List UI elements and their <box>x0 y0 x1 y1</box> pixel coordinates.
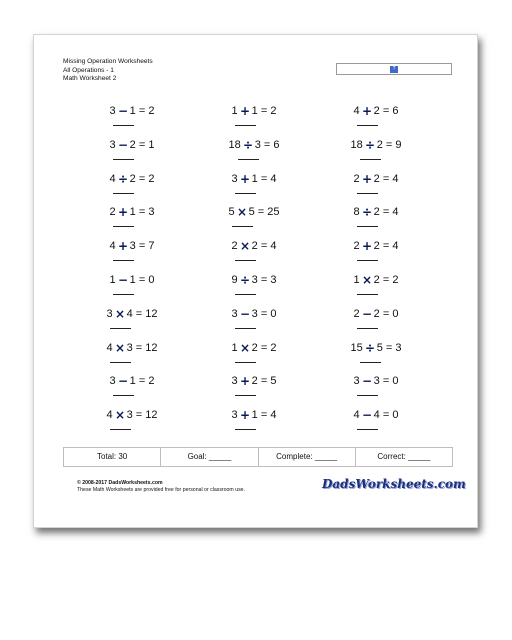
first-operand: 2 <box>353 307 360 320</box>
problem-equation <box>209 342 299 355</box>
equation-rest: 5 = 3 <box>376 341 402 354</box>
answer-line[interactable] <box>238 159 259 160</box>
missing-operator: − <box>361 408 373 423</box>
answer-line[interactable] <box>113 260 134 261</box>
problem-item <box>209 206 299 232</box>
problem-equation <box>87 308 177 321</box>
missing-operator: × <box>361 273 373 287</box>
problem-equation <box>209 105 299 118</box>
missing-operator: × <box>239 340 251 355</box>
equation-rest: 2 = 1 <box>129 138 155 151</box>
missing-operator: + <box>361 239 373 254</box>
equation-rest: 1 = 3 <box>129 206 155 219</box>
missing-operator: ÷ <box>364 340 376 355</box>
qr-icon[interactable]: ? <box>390 66 398 73</box>
equation-rest: 3 = 12 <box>126 409 158 422</box>
first-operand: 3 <box>353 375 360 388</box>
first-operand: 1 <box>109 274 116 286</box>
problem-equation <box>331 105 421 118</box>
equation-rest: 4 = 12 <box>126 307 158 320</box>
answer-line[interactable] <box>235 395 256 396</box>
answer-line[interactable] <box>357 429 378 430</box>
problem-equation <box>331 375 421 388</box>
equation-rest: 2 = 4 <box>373 172 399 185</box>
problem-item <box>331 342 421 368</box>
answer-line[interactable] <box>235 125 256 126</box>
answer-line[interactable] <box>357 260 378 261</box>
first-operand: 4 <box>109 172 116 185</box>
first-operand: 8 <box>353 206 360 219</box>
missing-operator: × <box>114 340 126 355</box>
problem-item <box>331 139 421 165</box>
answer-line[interactable] <box>232 226 253 227</box>
equation-rest: 2 = 4 <box>251 240 277 253</box>
first-operand: 2 <box>231 240 238 253</box>
problem-equation <box>209 375 299 388</box>
problem-equation <box>209 274 299 287</box>
first-operand: 3 <box>231 172 238 185</box>
equation-rest: 2 = 5 <box>251 375 277 388</box>
problem-item <box>331 375 421 401</box>
first-operand: 3 <box>106 307 113 320</box>
problem-equation <box>331 409 421 422</box>
missing-operator: ÷ <box>361 205 373 220</box>
problem-item <box>331 409 421 435</box>
missing-operator: ÷ <box>242 137 254 152</box>
answer-line[interactable] <box>110 429 131 430</box>
problem-equation <box>209 139 299 152</box>
first-operand: 3 <box>109 138 116 151</box>
first-operand: 3 <box>231 409 238 422</box>
first-operand: 15 <box>350 341 363 354</box>
missing-operator: − <box>117 374 129 389</box>
first-operand: 2 <box>353 240 360 253</box>
first-operand: 3 <box>231 375 238 388</box>
equation-rest: 4 = 0 <box>373 409 399 422</box>
equation-rest: 2 = 2 <box>251 341 277 354</box>
problem-equation <box>209 206 299 219</box>
complete-cell: Complete: _____ <box>259 448 356 466</box>
problem-item <box>331 206 421 232</box>
problem-item <box>87 139 177 165</box>
answer-line[interactable] <box>357 395 378 396</box>
equation-rest: 2 = 2 <box>373 274 399 286</box>
equation-rest: 2 = 4 <box>373 240 399 253</box>
missing-operator: ÷ <box>117 171 129 186</box>
problem-equation <box>209 240 299 253</box>
missing-operator: + <box>361 171 373 186</box>
answer-line[interactable] <box>113 395 134 396</box>
total-cell: Total: 30 <box>64 448 161 466</box>
problem-equation <box>331 139 421 152</box>
problem-equation <box>209 308 299 321</box>
problem-item <box>209 375 299 401</box>
answer-line[interactable] <box>360 159 381 160</box>
missing-operator: × <box>236 205 248 220</box>
problem-equation <box>87 240 177 253</box>
worksheet-page <box>33 34 478 528</box>
equation-rest: 3 = 0 <box>373 375 399 388</box>
first-operand: 4 <box>109 240 116 253</box>
problem-item <box>87 105 177 131</box>
equation-rest: 2 = 2 <box>129 172 155 185</box>
equation-rest: 1 = 0 <box>129 274 155 286</box>
usage-line: These Math Worksheets are provided free for personal or classroom use. <box>77 487 245 493</box>
first-operand: 2 <box>353 172 360 185</box>
equation-rest: 2 = 9 <box>376 138 402 151</box>
missing-operator: + <box>239 104 251 118</box>
first-operand: 5 <box>228 206 235 219</box>
missing-operator: + <box>239 171 251 186</box>
missing-operator: − <box>361 306 373 321</box>
worksheet-number: Math Worksheet 2 <box>63 75 117 83</box>
problem-item <box>209 274 299 300</box>
first-operand: 4 <box>353 409 360 422</box>
worksheet-subtitle: All Operations - 1 <box>63 66 114 74</box>
score-bar <box>63 447 453 467</box>
answer-line[interactable] <box>113 294 134 295</box>
problem-equation <box>331 240 421 253</box>
problem-item <box>87 274 177 300</box>
equation-rest: 3 = 0 <box>251 307 277 320</box>
problem-item <box>209 308 299 334</box>
missing-operator: ÷ <box>239 273 251 287</box>
answer-line[interactable] <box>360 362 381 363</box>
problem-equation <box>209 409 299 422</box>
problem-item <box>209 105 299 131</box>
missing-operator: − <box>117 273 129 287</box>
problem-equation <box>331 342 421 355</box>
problem-item <box>87 409 177 435</box>
first-operand: 4 <box>106 409 113 422</box>
equation-rest: 3 = 12 <box>126 341 158 354</box>
problem-item <box>331 240 421 266</box>
equation-rest: 3 = 7 <box>129 240 155 253</box>
answer-line[interactable] <box>113 226 134 227</box>
problem-item <box>209 173 299 199</box>
worksheet-header <box>63 58 153 84</box>
equation-rest: 1 = 2 <box>129 105 155 117</box>
missing-operator: − <box>361 374 373 389</box>
first-operand: 1 <box>231 105 238 117</box>
missing-operator: + <box>117 239 129 254</box>
answer-line[interactable] <box>113 159 134 160</box>
missing-operator: − <box>239 306 251 321</box>
problem-item <box>87 375 177 401</box>
missing-operator: + <box>239 374 251 389</box>
equation-rest: 5 = 25 <box>248 206 280 219</box>
equation-rest: 3 = 6 <box>254 138 280 151</box>
problem-item <box>209 409 299 435</box>
answer-line[interactable] <box>110 362 131 363</box>
equation-rest: 3 = 3 <box>251 274 277 286</box>
first-operand: 18 <box>228 138 241 151</box>
first-operand: 3 <box>109 105 116 117</box>
first-operand: 1 <box>231 341 238 354</box>
dadsworksheets-logo[interactable]: DadsWorksheets.com <box>322 477 466 491</box>
answer-line[interactable] <box>357 294 378 295</box>
equation-rest: 1 = 2 <box>129 375 155 388</box>
problem-item <box>331 105 421 131</box>
missing-operator: + <box>239 408 251 423</box>
problem-equation <box>87 105 177 118</box>
answer-line[interactable] <box>235 294 256 295</box>
problem-equation <box>87 409 177 422</box>
equation-rest: 2 = 0 <box>373 307 399 320</box>
first-operand: 9 <box>231 274 238 286</box>
problem-equation <box>331 173 421 186</box>
answer-line[interactable] <box>113 193 134 194</box>
answer-line[interactable] <box>357 125 378 126</box>
correct-cell: Correct: _____ <box>377 452 431 461</box>
answer-line[interactable] <box>357 193 378 194</box>
missing-operator: + <box>361 104 373 118</box>
problem-equation <box>331 308 421 321</box>
equation-rest: 1 = 2 <box>251 105 277 117</box>
answer-line[interactable] <box>113 125 134 126</box>
problem-item <box>331 274 421 300</box>
problem-equation <box>331 206 421 219</box>
first-operand: 3 <box>231 307 238 320</box>
problem-item <box>209 139 299 165</box>
goal-cell: Goal: _____ <box>161 448 258 466</box>
equation-rest: 1 = 4 <box>251 172 277 185</box>
problem-item <box>87 308 177 334</box>
copyright-note <box>77 480 245 494</box>
copyright-line: © 2008-2017 DadsWorksheets.com <box>77 480 163 486</box>
problem-equation <box>87 173 177 186</box>
problem-item <box>87 173 177 199</box>
equation-rest: 1 = 4 <box>251 409 277 422</box>
missing-operator: × <box>239 239 251 254</box>
problem-item <box>87 240 177 266</box>
missing-operator: + <box>117 205 129 220</box>
problem-item <box>331 173 421 199</box>
missing-operator: × <box>114 408 126 423</box>
equation-rest: 2 = 4 <box>373 206 399 219</box>
answer-line[interactable] <box>357 226 378 227</box>
problem-item <box>331 308 421 334</box>
problem-equation <box>87 342 177 355</box>
problem-equation <box>87 206 177 219</box>
first-operand: 4 <box>106 341 113 354</box>
missing-operator: − <box>117 104 129 118</box>
problem-equation <box>87 139 177 152</box>
name-box <box>336 63 452 75</box>
problem-item <box>209 342 299 368</box>
worksheet-title: Missing Operation Worksheets <box>63 58 153 65</box>
problem-item <box>87 206 177 232</box>
answer-line[interactable] <box>110 328 131 329</box>
problem-item <box>87 342 177 368</box>
missing-operator: ÷ <box>364 137 376 152</box>
problem-equation <box>209 173 299 186</box>
answer-line[interactable] <box>235 260 256 261</box>
problem-equation <box>331 274 421 287</box>
first-operand: 4 <box>353 105 360 117</box>
answer-line[interactable] <box>235 362 256 363</box>
answer-line[interactable] <box>235 429 256 430</box>
problem-equation <box>87 375 177 388</box>
missing-operator: × <box>114 306 126 321</box>
answer-line[interactable] <box>357 328 378 329</box>
missing-operator: − <box>117 137 129 152</box>
answer-line[interactable] <box>235 193 256 194</box>
equation-rest: 2 = 6 <box>373 105 399 117</box>
problem-equation <box>87 274 177 287</box>
problem-item <box>209 240 299 266</box>
first-operand: 2 <box>109 206 116 219</box>
first-operand: 18 <box>350 138 363 151</box>
answer-line[interactable] <box>235 328 256 329</box>
first-operand: 3 <box>109 375 116 388</box>
first-operand: 1 <box>353 274 360 286</box>
